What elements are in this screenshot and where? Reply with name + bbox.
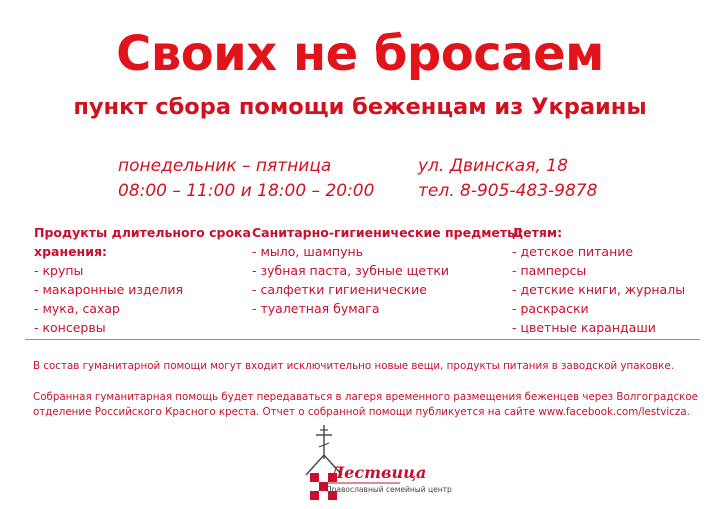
list-item: - памперсы xyxy=(512,263,587,278)
schedule-hours: 08:00 – 11:00 и 18:00 – 20:00 xyxy=(118,181,375,201)
page-title: Своих не бросаем xyxy=(116,26,604,82)
phone-number: тел. 8-905-483-9878 xyxy=(418,181,598,201)
column-heading: Детям: xyxy=(512,225,563,240)
column-heading: Санитарно-гигиенические предметы: xyxy=(252,225,524,240)
note-new-items: В состав гуманитарной помощи могут входит исключительно новые вещи, продукты питания в заводской упаковке. xyxy=(33,360,675,372)
list-item: - салфетки гигиенические xyxy=(252,282,427,297)
logo-tagline: Православный семейный центр xyxy=(326,485,452,494)
logo-name: Лествица xyxy=(330,463,427,482)
list-item: - туалетная бумага xyxy=(252,301,380,316)
list-item: - мука, сахар xyxy=(34,301,120,316)
column-food xyxy=(34,223,251,337)
column-heading: хранения: xyxy=(34,244,107,259)
list-item: - мыло, шампунь xyxy=(252,244,364,259)
schedule-days: понедельник – пятница xyxy=(118,156,332,176)
column-heading: Продукты длительного срока xyxy=(34,225,251,240)
list-item: - зубная паста, зубные щетки xyxy=(252,263,450,278)
page-subtitle: пункт сбора помощи беженцам из Украины xyxy=(73,94,647,120)
schedule-block xyxy=(118,154,374,204)
list-item: - крупы xyxy=(34,263,84,278)
list-item: - раскраски xyxy=(512,301,589,316)
divider xyxy=(25,339,700,340)
address: ул. Двинская, 18 xyxy=(418,156,568,176)
list-item: - детское питание xyxy=(512,244,634,259)
list-item: - цветные карандаши xyxy=(512,320,656,335)
note-distribution xyxy=(33,390,713,420)
list-item: - консервы xyxy=(34,320,106,335)
column-hygiene xyxy=(252,223,523,318)
contact-block xyxy=(418,154,597,204)
logo xyxy=(300,425,452,505)
note-line: отделение Российского Красного креста. Отчет о собранной помощи публикуется на сайте www.facebook.com/lestvicza. xyxy=(33,406,690,418)
note-line: Собранная гуманитарная помощь будет передаваться в лагеря временного размещения беженцев через Волгоградское xyxy=(33,391,698,403)
list-item: - детские книги, журналы xyxy=(512,282,686,297)
column-children xyxy=(512,223,685,337)
list-item: - макаронные изделия xyxy=(34,282,183,297)
